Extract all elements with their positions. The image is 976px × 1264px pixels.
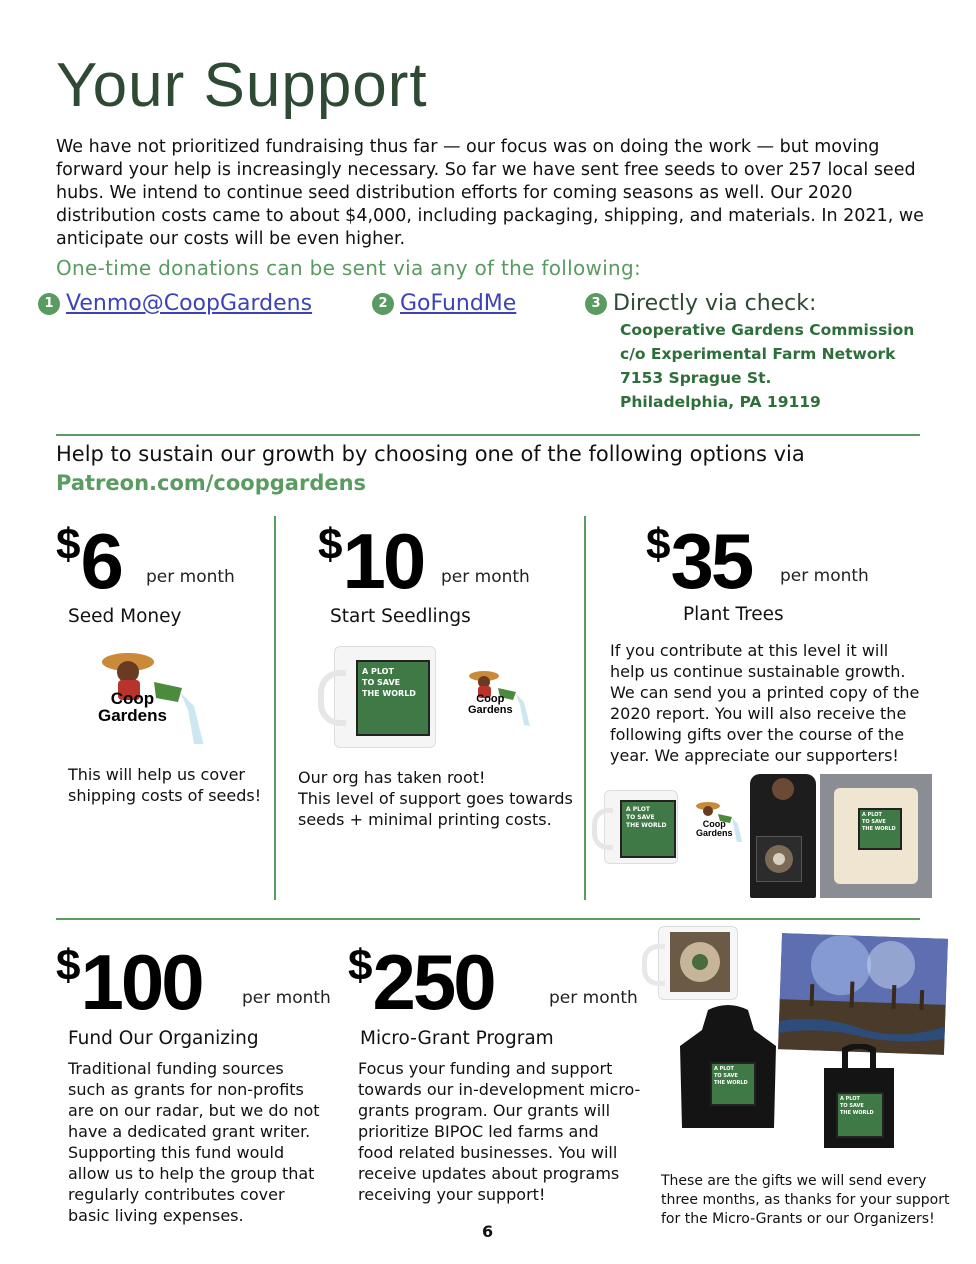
tree-painting-icon [778,933,948,1055]
sticker-text [98,690,167,724]
desc-line: shipping costs of seeds! [68,786,262,805]
caption-line: three months, as thanks for your support [661,1192,950,1208]
tier-amount: 100 [80,938,202,1026]
desc-line: 2020 report. You will also receive the [610,704,907,723]
tier-description [298,767,573,830]
mug-handle [592,808,613,850]
caption-line: These are the gifts we will send every [661,1173,927,1189]
tshirt-print [858,808,902,850]
mug-text-line: A PLOT [626,806,650,813]
desc-line: Traditional funding sources [68,1059,284,1078]
gifts-caption [661,1172,950,1229]
tier-amount: 10 [342,517,424,605]
address-line: Cooperative Gardens Commission [620,321,915,339]
hoodie-image [676,1004,780,1134]
per-month-label: per month [146,567,235,587]
number-badge: 1 [38,293,60,315]
mailing-address [620,318,914,414]
caption-line: for the Micro-Grants or our Organizers! [661,1211,935,1227]
patreon-link[interactable]: Patreon.com/coopgardens [56,471,367,495]
sticker-line: Coop [702,819,726,829]
desc-line: receiving your support! [358,1185,546,1204]
per-month-label: per month [780,566,869,586]
person-head [772,778,794,800]
tier-name: Micro-Grant Program [360,1028,554,1049]
person-tote-photo [750,774,816,898]
desc-line: allow us to help the group that [68,1164,315,1183]
tier-name: Seed Money [68,606,182,627]
tier-name: Start Seedlings [330,606,471,627]
mug-image [592,790,682,864]
print-text-line: A PLOT [862,812,882,818]
tier-description [68,1058,320,1226]
dollar-sign: $ [56,520,81,569]
donation-option-gofundme[interactable] [372,291,516,316]
address-line: 7153 Sprague St. [620,369,772,387]
mug-handle [642,944,665,986]
coop-gardens-sticker-small [466,666,542,736]
sticker-line: Coop [476,693,505,705]
tier-100-price [56,937,202,1028]
mug-text-line: THE WORLD [626,822,667,829]
tier-250-price [348,937,494,1028]
desc-line: Supporting this fund would [68,1143,285,1162]
tier-amount: 6 [80,517,121,605]
desc-line: seeds + minimal printing costs. [298,810,552,829]
sticker-text [468,694,513,716]
tshirt-photo [820,774,932,898]
print-text-line: A PLOT [714,1066,734,1072]
donation-option-venmo[interactable] [38,291,312,316]
coop-gardens-sticker [96,642,228,744]
print-text-line: TO SAVE [714,1073,738,1079]
tote-art-icon [757,837,801,881]
gofundme-link[interactable]: GoFundMe [400,291,517,316]
print-text-line: THE WORLD [862,826,896,832]
tote-bag [756,836,802,882]
mug-text-line: THE WORLD [362,689,416,698]
patreon-heading-text: Help to sustain our growth by choosing one of the following options via [56,442,805,466]
print-text-line: TO SAVE [862,819,886,825]
mug-image [318,646,442,750]
desc-line: have a dedicated grant writer. [68,1122,311,1141]
tier-amount: 35 [670,517,752,605]
desc-line: prioritize BIPOC led farms and [358,1122,599,1141]
dollar-sign: $ [56,941,81,990]
art-mug-image [640,926,740,1000]
print-text-line: THE WORLD [714,1080,748,1086]
desc-line: year. We appreciate our supporters! [610,746,899,765]
tier-description [610,640,919,766]
desc-line: food related businesses. You will [358,1143,618,1162]
print-text-line: TO SAVE [840,1103,864,1109]
tier-name: Fund Our Organizing [68,1028,259,1049]
sticker-line: Coop [110,689,155,708]
print-text-line: THE WORLD [840,1110,874,1116]
dollar-sign: $ [348,941,373,990]
painting-print-image [778,933,948,1055]
column-divider [584,516,586,900]
page-title: Your Support [56,51,428,120]
tote-print [836,1092,884,1138]
divider [56,434,920,436]
desc-line: basic living expenses. [68,1206,244,1225]
desc-line: towards our in-development micro- [358,1080,641,1099]
desc-line: This level of support goes towards [298,789,573,808]
tier-name: Plant Trees [683,604,784,625]
hoodie-print [710,1062,756,1106]
address-line: c/o Experimental Farm Network [620,345,896,363]
tier-35-price [646,516,751,607]
column-divider [274,516,276,900]
tier-description [68,764,261,806]
patreon-heading [56,440,805,498]
venmo-link[interactable]: Venmo@CoopGardens [66,291,313,316]
mug-text-line: A PLOT [362,667,394,676]
desc-line: grants program. Our grants will [358,1101,611,1120]
desc-line: We can send you a printed copy of the [610,683,920,702]
per-month-label: per month [242,988,331,1008]
desc-line: are on our radar, but we do not [68,1101,320,1120]
mug-handle [318,670,346,726]
desc-line: regularly contributes cover [68,1185,285,1204]
desc-line: receive updates about programs [358,1164,620,1183]
print-text-line: A PLOT [840,1096,860,1102]
mug-text-line: TO SAVE [626,814,655,821]
desc-line: This will help us cover [68,765,245,784]
sticker-text [696,820,733,838]
desc-line: Our org has taken root! [298,768,486,787]
intro-paragraph: We have not prioritized fundraising thus far — our focus was on doing the work — but moving forward your help is increasingly necessary. So far we have sent free seeds to over 257 local seed hubs. We intend to continue seed distribution efforts for coming seasons as well. Our 2020 distribution costs came to about $4,000, including packaging, shipping, and materials. In 2021, we anticipate our costs will be even higher. [56,137,924,249]
tier-6-price [56,516,121,607]
per-month-label: per month [441,567,530,587]
coop-gardens-sticker-small [694,798,748,844]
mandala-art-icon [670,932,730,992]
desc-line: If you contribute at this level it will [610,641,889,660]
number-badge: 3 [585,293,607,315]
tier-amount: 250 [372,938,494,1026]
check-label: Directly via check: [613,291,817,316]
dollar-sign: $ [318,520,343,569]
donations-heading: One-time donations can be sent via any of the following: [56,256,642,280]
number-badge: 2 [372,293,394,315]
mug-print [620,800,676,858]
tier-description [358,1058,640,1205]
donation-option-check [585,291,816,316]
page-number: 6 [482,1222,494,1241]
tote-bag-image [814,1044,904,1152]
desc-line: such as grants for non-profits [68,1080,304,1099]
sticker-line: Gardens [468,704,513,716]
sticker-line: Gardens [98,706,167,725]
desc-line: following gifts over the course of the [610,725,905,744]
desc-line: Focus your funding and support [358,1059,613,1078]
mug-print [356,660,430,736]
desc-line: help us continue sustainable growth. [610,662,906,681]
sticker-line: Gardens [696,828,733,838]
per-month-label: per month [549,988,638,1008]
address-line: Philadelphia, PA 19119 [620,393,821,411]
mug-text-line: TO SAVE [362,678,401,687]
dollar-sign: $ [646,520,671,569]
tier-10-price [318,516,423,607]
divider [56,918,920,920]
